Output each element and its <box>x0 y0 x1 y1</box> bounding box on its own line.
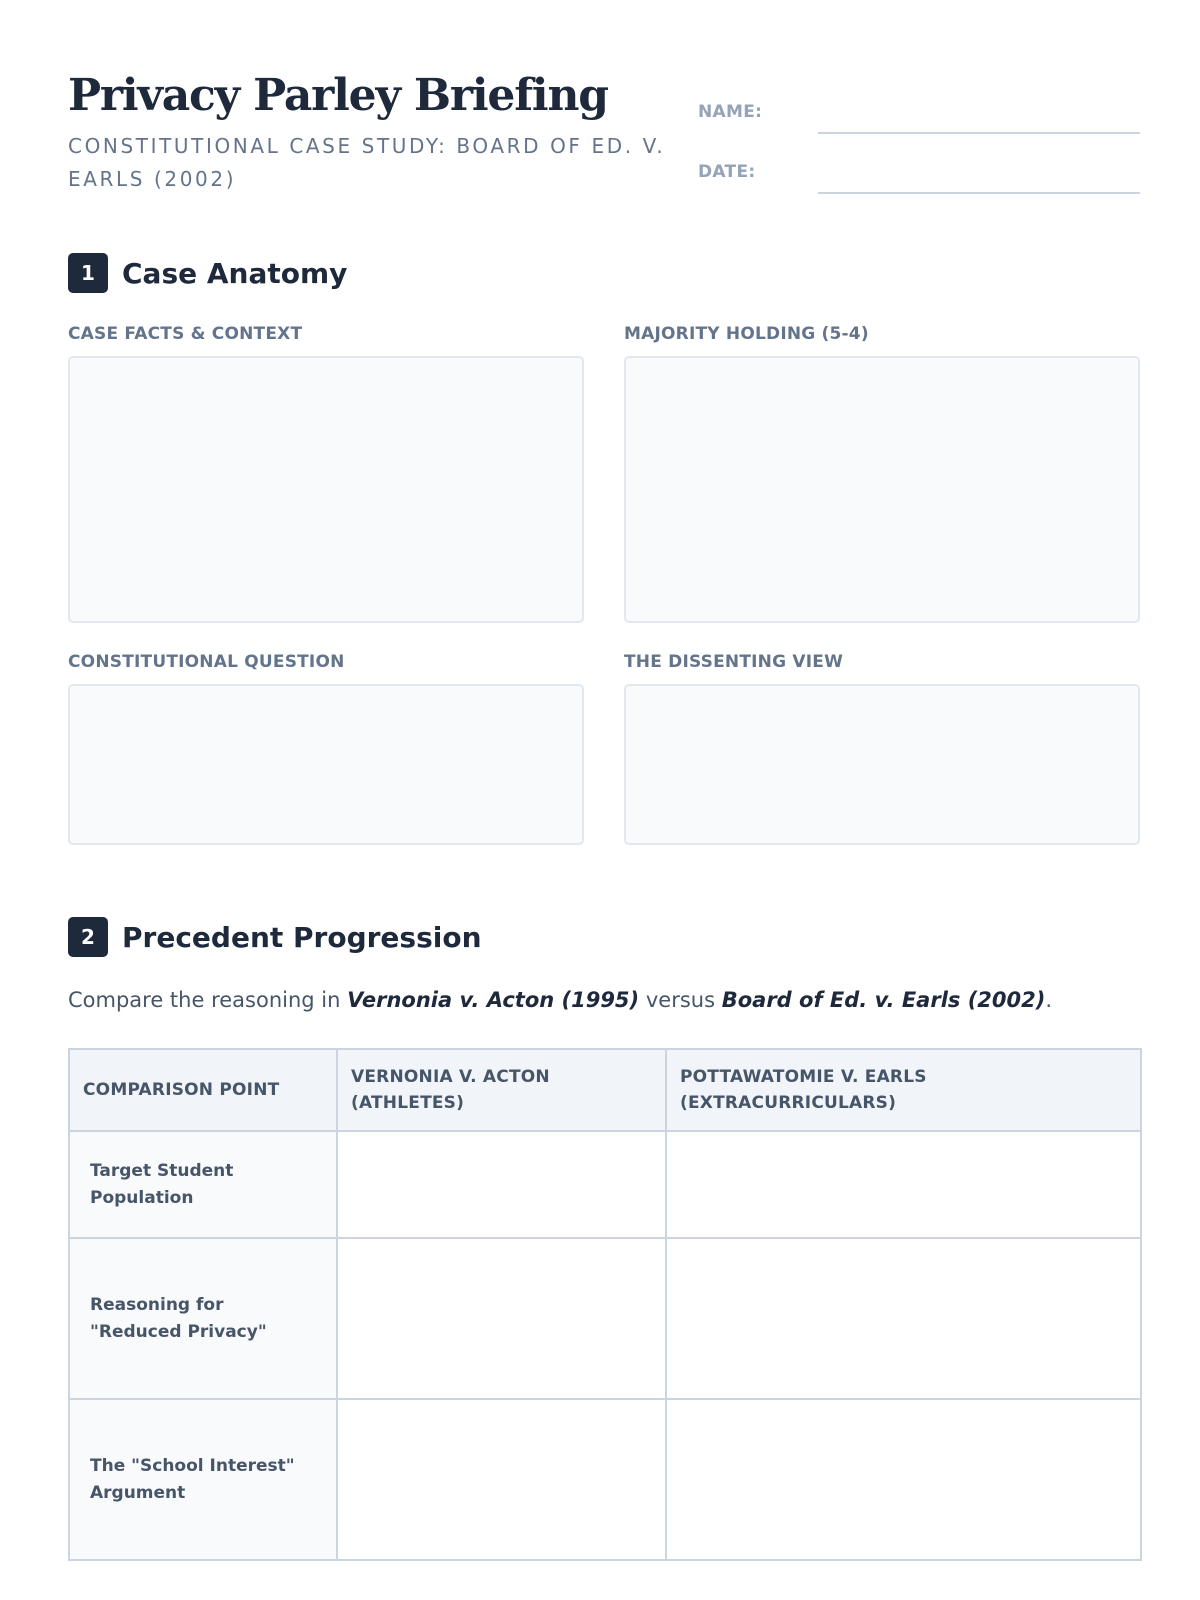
earls-answer-cell[interactable] <box>666 1399 1141 1560</box>
earls-answer-cell[interactable] <box>666 1238 1141 1399</box>
case-earls: Board of Ed. v. Earls (2002) <box>721 988 1046 1012</box>
constitutional-question-label: CONSTITUTIONAL QUESTION <box>68 652 345 672</box>
majority-holding-box[interactable] <box>624 356 1140 623</box>
comparison-point-cell: Reasoning for "Reduced Privacy" <box>69 1238 337 1399</box>
intro-suffix: . <box>1045 988 1053 1012</box>
section-title: Precedent Progression <box>122 920 482 954</box>
precedent-comparison-table <box>68 1048 1142 1561</box>
intro-prefix: Compare the reasoning in <box>68 988 341 1012</box>
comparison-point-cell: The "School Interest" Argument <box>69 1399 337 1560</box>
section-precedent-heading <box>68 917 482 957</box>
vernonia-answer-cell[interactable] <box>337 1131 666 1238</box>
name-field[interactable] <box>698 94 1140 134</box>
vernonia-answer-cell[interactable] <box>337 1238 666 1399</box>
date-label: DATE: <box>698 162 756 182</box>
page-subtitle: CONSTITUTIONAL CASE STUDY: BOARD OF ED. V. EARLS (2002) <box>68 134 666 191</box>
dissenting-view-label: THE DISSENTING VIEW <box>624 652 844 672</box>
comparison-instructions <box>68 988 1052 1012</box>
majority-holding-label: MAJORITY HOLDING (5-4) <box>624 324 869 344</box>
column-header: POTTAWATOMIE V. EARLS (EXTRACURRICULARS) <box>666 1049 1141 1131</box>
worksheet-header <box>68 68 1140 198</box>
table-row <box>69 1131 1141 1238</box>
constitutional-question-box[interactable] <box>68 684 584 845</box>
table-header-row <box>69 1049 1141 1131</box>
vernonia-answer-cell[interactable] <box>337 1399 666 1560</box>
section-number-badge: 2 <box>68 917 108 957</box>
case-facts-box[interactable] <box>68 356 584 623</box>
earls-answer-cell[interactable] <box>666 1131 1141 1238</box>
name-input-line[interactable] <box>818 132 1140 134</box>
name-label: NAME: <box>698 102 763 122</box>
column-header: COMPARISON POINT <box>69 1049 337 1131</box>
table-row <box>69 1238 1141 1399</box>
section-number-badge: 1 <box>68 253 108 293</box>
comparison-point-cell: Target Student Population <box>69 1131 337 1238</box>
section-title: Case Anatomy <box>122 256 348 290</box>
date-field[interactable] <box>698 154 1140 194</box>
intro-middle: versus <box>645 988 716 1012</box>
page-title: Privacy Parley Briefing <box>68 70 608 121</box>
column-header: VERNONIA V. ACTON (ATHLETES) <box>337 1049 666 1131</box>
case-vernonia: Vernonia v. Acton (1995) <box>347 988 640 1012</box>
date-input-line[interactable] <box>818 192 1140 194</box>
table-row <box>69 1399 1141 1560</box>
case-facts-label: CASE FACTS & CONTEXT <box>68 324 303 344</box>
section-case-anatomy-heading <box>68 253 347 293</box>
dissenting-view-box[interactable] <box>624 684 1140 845</box>
